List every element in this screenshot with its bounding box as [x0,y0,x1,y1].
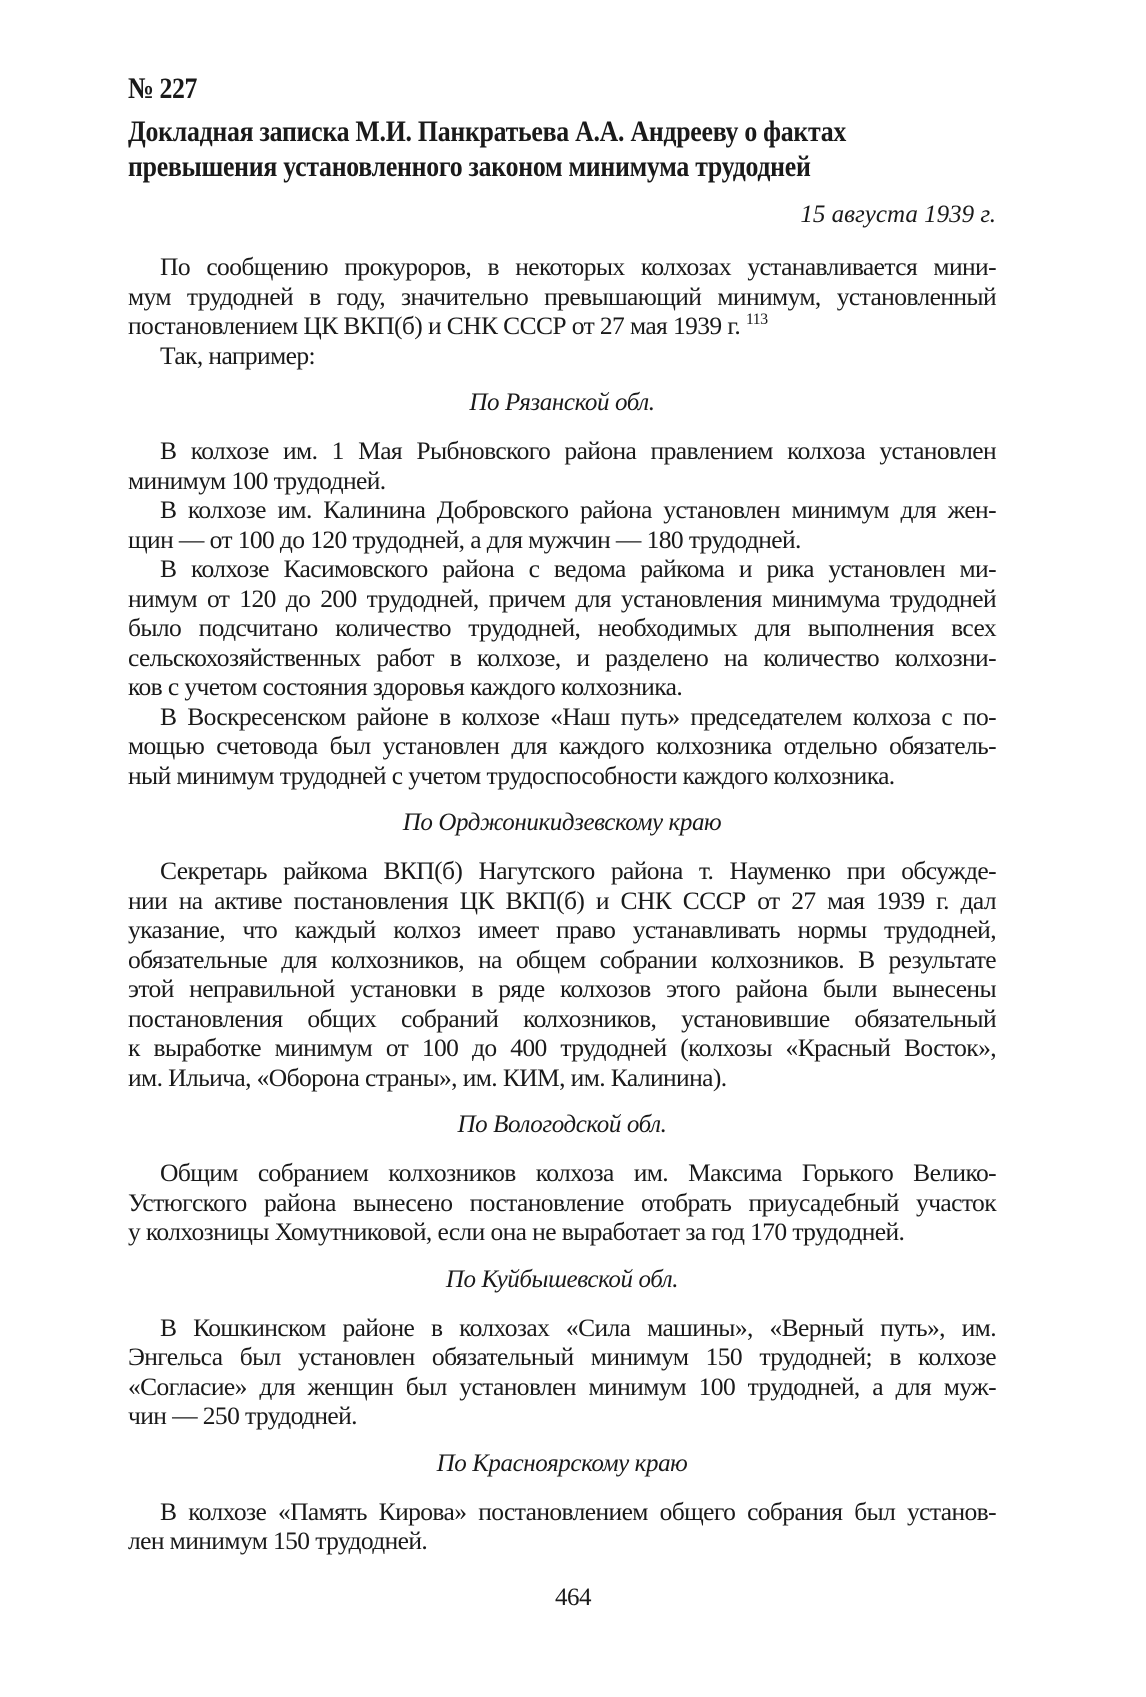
text-line: чин — 250 трудодней. [128,1401,357,1430]
text-line: постановления общих собраний колхозников, установившие обязательный [128,1003,996,1033]
text-line: В колхозе «Память Кирова» постановлением общего собрания был установ- [160,1496,996,1526]
text-line: В колхозе им. Калинина Добровского района установлен минимум для жен- [160,495,996,524]
text-line: им. Ильича, «Оборона страны», им. КИМ, им. Калинина). [128,1062,727,1092]
text-line: В колхозе им. 1 Мая Рыбновского района правлением колхоза установлен [160,436,996,465]
text-line: нии на активе постановления ЦК ВКП(б) и СНК СССР от 27 мая 1939 г. дал [128,885,996,915]
paragraph [128,1497,996,1556]
footnote-reference[interactable]: 113 [745,311,768,328]
document-title [128,114,994,184]
text-line: обязательные для колхозников, на общем собрании колхозников. В результате [128,944,996,974]
text-line: указание, что каждый колхоз имеет право устанавливать нормы трудодней, [128,915,996,944]
text-line: этой неправильной установки в ряде колхозов этого района были вынесены [128,974,996,1003]
text-line: «Согласие» для женщин был установлен минимум 100 трудодней, а для муж- [128,1371,996,1401]
document-date: 15 августа 1939 г. [800,201,996,228]
text-line: было подсчитано количество трудодней, необходимых для выполнения всех [128,613,996,642]
text-line: сельскохозяйственных работ в колхозе, и разделено на количество колхозни- [128,642,996,672]
regional-sections [128,388,996,1556]
paragraph [128,1313,996,1431]
text-line: мощью счетовода был установлен для каждого колхозника отдельно обязатель- [128,731,996,760]
region-heading: По Рязанской обл. [469,389,655,416]
region-heading: По Орджоникидзевскому краю [402,809,722,836]
region-heading: По Куйбышевской обл. [445,1265,679,1293]
text-line: В колхозе Касимовского района с ведома райкома и рика установлен ми- [160,554,996,583]
text-line: Секретарь райкома ВКП(б) Нагутского района т. Науменко при обсужде- [160,856,996,885]
text-line: у колхозницы Хомутниковой, если она не выработает за год 170 трудодней. [128,1217,905,1246]
paragraph [128,554,996,702]
page-number: 464 [555,1584,591,1611]
text-line: мум трудодней в году, значительно превышающий минимум, установленный [128,281,996,311]
text-line: минимум 100 трудодней. [128,465,386,495]
paragraph [128,702,996,791]
text-line: Так, например: [160,340,315,370]
text-line: В Кошкинском районе в колхозах «Сила машины», «Верный путь», им. [160,1312,996,1342]
text-line: нимум от 120 до 200 трудодней, причем для установления минимума трудодней [128,583,996,613]
text-line: Энгельса был установлен обязательный минимум 150 трудодней; в колхозе [128,1342,996,1371]
document-number: № 227 [128,72,197,105]
paragraph [128,436,996,495]
text-line: к выработке минимум от 100 до 400 трудодней (колхозы «Красный Восток», [128,1033,996,1062]
text-line: Устюгского района вынесено постановление отобрать приусадебный участок [128,1187,996,1217]
title-line: Докладная записка М.И. Панкратьева А.А. Андрееву о фактах [128,115,847,148]
text-line: В Воскресенском районе в колхозе «Наш путь» председателем колхоза с по- [160,701,996,731]
text-line: ный минимум трудодней с учетом трудоспособности каждого колхозника. [128,760,895,790]
paragraph [128,1158,996,1247]
region-heading: По Красноярскому краю [436,1449,688,1477]
title-line: превышения установленного законом минимума трудодней [128,150,811,183]
paragraph [128,856,996,1092]
intro-paragraph [128,252,996,370]
document-page [128,72,996,1556]
text-line: Общим собранием колхозников колхоза им. Максима Горького Велико- [160,1158,996,1187]
text-line: По сообщению прокуроров, в некоторых колхозах устанавливается мини- [160,252,996,281]
text-line: постановлением ЦК ВКП(б) и СНК СССР от 27 мая 1939 г. $^{113}$ [128,311,768,340]
text-line: ков с учетом состояния здоровья каждого колхозника. [128,672,683,701]
text-line: лен минимум 150 трудодней. [128,1526,428,1555]
region-heading: По Вологодской обл. [457,1111,667,1138]
paragraph [128,495,996,554]
text-line: щин — от 100 до 120 трудодней, а для мужчин — 180 трудодней. [128,524,801,554]
